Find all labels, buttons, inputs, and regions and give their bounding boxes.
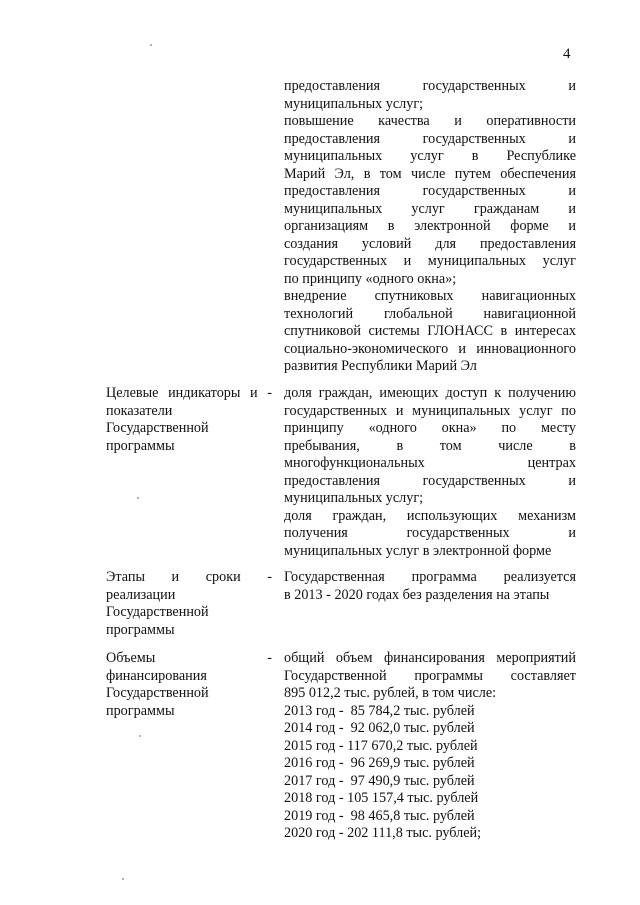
text-line: технологий глобальной навигационной (284, 305, 576, 322)
text-line: многофункциональных центрах (284, 455, 576, 471)
label-line: Целевые индикаторы и - (106, 385, 272, 401)
text-line: по принципу «одного окна»; (284, 270, 457, 287)
financing-year-line: 2016 год - 96 269,9 тыс. рублей (284, 755, 475, 771)
financing-year-line: 2019 год - 98 465,8 тыс. рублей (284, 807, 475, 824)
stages-text (284, 569, 576, 604)
label-line: Объемы - (106, 650, 272, 666)
scan-speck (150, 44, 152, 46)
scan-speck (139, 735, 141, 737)
financing-year-line: 2015 год - 117 670,2 тыс. рублей (284, 737, 478, 754)
goals-continued-text (284, 78, 576, 376)
text-line: доля граждан, имеющих доступ к получению (284, 385, 576, 401)
text-line: предоставления государственных и (284, 472, 576, 489)
text-line: Государственная программа реализуется (284, 569, 576, 585)
label-line: Государственной (106, 604, 209, 620)
financing-year-line: 2020 год - 202 111,8 тыс. рублей; (284, 825, 482, 841)
label-line: программы (106, 621, 175, 638)
label-line: финансирования (106, 667, 207, 684)
text-line: развития Республики Марий Эл (284, 358, 477, 374)
text-line: получения государственных и (284, 525, 576, 541)
financing-year-line: 2014 год - 92 062,0 тыс. рублей (284, 720, 475, 736)
label-line: реализации (106, 586, 176, 603)
label-line: показатели (106, 402, 173, 419)
text-line: принципу «одного окна» по месту (284, 420, 576, 436)
text-line: муниципальных услуг в электронной форме (284, 542, 552, 559)
financing-year-line: 2017 год - 97 490,9 тыс. рублей (284, 772, 475, 789)
label-line: Государственной (106, 685, 209, 701)
label-line: программы (106, 702, 175, 719)
text-line: Марий Эл, в том числе путем обеспечения (284, 165, 576, 182)
text-line: предоставления государственных и (284, 130, 576, 147)
text-line: социально-экономического и инновационного (284, 340, 576, 357)
text-line: предоставления государственных и (284, 78, 576, 94)
text-line: государственных и муниципальных услуг по (284, 402, 576, 419)
scan-speck (122, 878, 124, 880)
indicators-text (284, 385, 576, 560)
label-line: Государственной (106, 420, 209, 436)
text-line: пребывания, в том числе в (284, 437, 576, 454)
financing-text (284, 650, 576, 843)
text-line: доля граждан, использующих механизм (284, 507, 576, 524)
text-line: государственных и муниципальных услуг (284, 253, 576, 269)
financing-year-line: 2013 год - 85 784,2 тыс. рублей (284, 702, 475, 719)
text-line: муниципальных услуг в Республике (284, 148, 576, 164)
text-line: общий объем финансирования мероприятий (284, 650, 576, 666)
scan-speck (137, 497, 139, 499)
text-line: муниципальных услуг; (284, 95, 424, 112)
text-line: спутниковой системы ГЛОНАСС в интересах (284, 323, 576, 339)
label-line: программы (106, 437, 175, 454)
financing-label (106, 650, 272, 720)
text-line: 895 012,2 тыс. рублей, в том числе: (284, 685, 497, 701)
indicators-label (106, 385, 272, 455)
financing-year-line: 2018 год - 105 157,4 тыс. рублей (284, 790, 479, 806)
label-line: Этапы и сроки - (106, 569, 272, 585)
text-line: повышение качества и оперативности (284, 113, 576, 129)
text-line: Государственной программы составляет (284, 667, 576, 684)
stages-label (106, 569, 272, 639)
text-line: организациям в электронной форме и (284, 218, 576, 234)
text-line: внедрение спутниковых навигационных (284, 288, 576, 304)
text-line: в 2013 - 2020 годах без разделения на этапы (284, 586, 550, 603)
text-line: муниципальных услуг гражданам и (284, 200, 576, 217)
page-number: 4 (563, 46, 571, 62)
text-line: предоставления государственных и (284, 183, 576, 199)
text-line: создания условий для предоставления (284, 235, 576, 252)
text-line: муниципальных услуг; (284, 490, 424, 506)
